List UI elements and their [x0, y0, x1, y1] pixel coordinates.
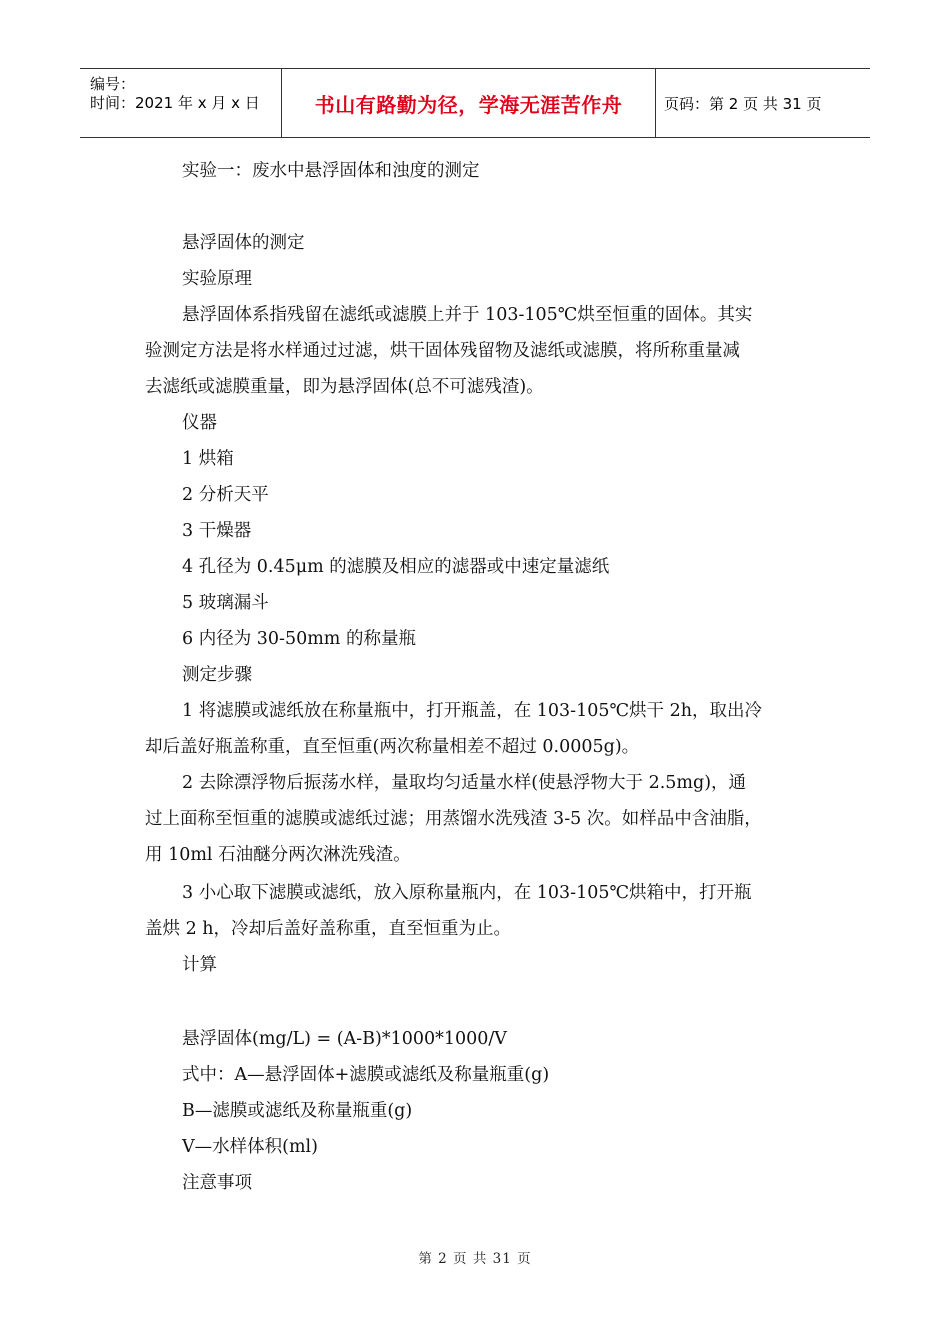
paragraph-line: 去滤纸或滤膜重量，即为悬浮固体(总不可滤残渣)。: [145, 377, 544, 397]
paragraph-line: 2 去除漂浮物后振荡水样，量取均匀适量水样(使悬浮物大于 2.5mg)，通: [182, 773, 747, 793]
header-meta: [80, 69, 282, 137]
definition-line: 式中：A—悬浮固体+滤膜或滤纸及称量瓶重(g): [182, 1065, 550, 1085]
document-date: 时间：2021 年 x 月 x 日: [90, 94, 260, 112]
list-item: 2 分析天平: [182, 485, 269, 505]
list-item: 5 玻璃漏斗: [182, 593, 269, 613]
list-item: 4 孔径为 0.45μm 的滤膜及相应的滤器或中速定量滤纸: [182, 557, 610, 577]
paragraph-line: 却后盖好瓶盖称重，直至恒重(两次称量相差不超过 0.0005g)。: [145, 737, 640, 757]
principle-heading: 实验原理: [182, 269, 252, 289]
paragraph-line: 用 10ml 石油醚分两次淋洗残渣。: [145, 845, 411, 865]
list-item: 3 干燥器: [182, 521, 252, 541]
paragraph-line: 1 将滤膜或滤纸放在称量瓶中，打开瓶盖，在 103-105℃烘干 2h，取出冷: [182, 701, 763, 721]
experiment-title: 实验一：废水中悬浮固体和浊度的测定: [182, 161, 480, 181]
document-number: 编号：: [90, 75, 136, 93]
definition-line: B—滤膜或滤纸及称量瓶重(g): [182, 1101, 413, 1121]
paragraph-line: 盖烘 2 h，冷却后盖好盖称重，直至恒重为止。: [145, 919, 512, 939]
paragraph-line: 3 小心取下滤膜或滤纸，放入原称量瓶内，在 103-105℃烘箱中，打开瓶: [182, 883, 752, 903]
section-heading: 悬浮固体的测定: [182, 233, 305, 253]
instruments-heading: 仪器: [182, 413, 217, 433]
paragraph-line: 悬浮固体系指残留在滤纸或滤膜上并于 103-105℃烘至恒重的固体。其实: [182, 305, 753, 325]
calc-heading: 计算: [182, 955, 217, 975]
formula: 悬浮固体(mg/L) = (A-B)*1000*1000/V: [182, 1029, 507, 1049]
definition-line: V—水样体积(ml): [182, 1137, 318, 1157]
list-item: 1 烘箱: [182, 449, 234, 469]
paragraph-line: 过上面称至恒重的滤膜或滤纸过滤；用蒸馏水洗残渣 3-5 次。如样品中含油脂，: [145, 809, 762, 829]
header-motto: 书山有路勤为径，学海无涯苦作舟: [282, 69, 656, 137]
page-footer: 第 2 页 共 31 页: [418, 1251, 532, 1267]
header-page-number: 页码：第 2 页 共 31 页: [664, 94, 822, 113]
notes-heading: 注意事项: [182, 1173, 252, 1193]
paragraph-line: 验测定方法是将水样通过过滤，烘干固体残留物及滤纸或滤膜，将所称重量减: [145, 341, 740, 361]
list-item: 6 内径为 30-50mm 的称量瓶: [182, 629, 416, 649]
page-header: [80, 68, 870, 138]
steps-heading: 测定步骤: [182, 665, 252, 685]
